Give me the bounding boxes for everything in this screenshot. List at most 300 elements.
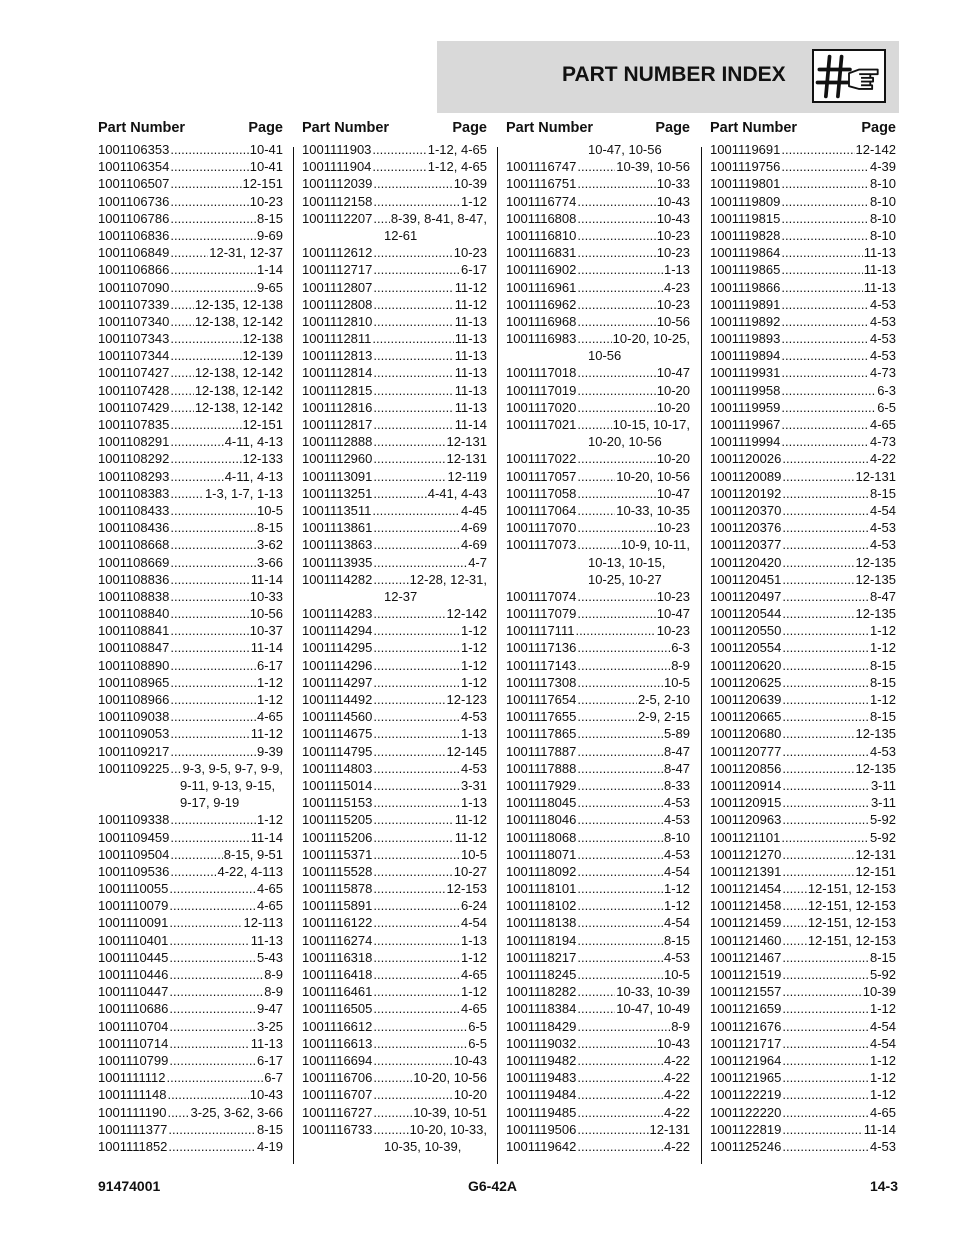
part-number: 1001108383 [98,485,170,501]
leader-dots [577,1052,663,1069]
page-reference: 4-65 [256,709,283,725]
page-reference: 4-22 [663,1138,690,1154]
leader-dots [577,244,655,261]
index-entry [506,1086,690,1103]
leader-dots [372,158,426,175]
index-entry [710,279,896,296]
leader-dots [577,193,655,210]
part-number: 1001106866 [98,262,170,278]
leader-dots [167,1104,189,1121]
leader-dots [373,949,460,966]
leader-dots [373,1086,452,1103]
page-reference-continuation: 10-35, 10-39, [384,1138,462,1154]
leader-dots [577,743,663,760]
index-entry [302,399,487,416]
part-number: 1001109038 [98,709,170,725]
part-number: 1001118092 [506,863,577,879]
page-reference: 8-15 [256,210,283,226]
index-entry [710,811,896,828]
part-number: 1001114296 [302,657,373,673]
page-reference: 4-22 [663,1052,690,1068]
leader-dots [170,244,208,261]
part-number: 1001108436 [98,520,170,536]
index-entry [506,330,690,347]
leader-dots [577,777,663,794]
leader-dots [781,399,876,416]
part-number: 1001116318 [302,949,373,965]
index-entry [98,468,283,485]
leader-dots [782,657,869,674]
page-reference-continuation: 12-61 [384,227,418,243]
index-entry [98,536,283,553]
part-number: 1001106354 [98,159,170,175]
part-number: 1001109053 [98,726,170,742]
index-entry [98,1086,283,1103]
index-entry [98,1069,283,1086]
page-reference: 12-151, 12-153 [807,915,896,931]
part-number: 1001117019 [506,382,577,398]
part-number: 1001117070 [506,520,577,536]
leader-dots [170,571,249,588]
part-number: 1001117655 [506,709,577,725]
column-divider [701,147,702,1164]
column-header [302,117,487,141]
part-number: 1001116808 [506,210,577,226]
page-reference: 6-5 [468,1018,487,1034]
page-reference: 8-15, 9-51 [223,846,283,862]
page-reference: 4-45 [460,502,487,518]
index-entry [710,1121,896,1138]
page-reference: 10-43 [656,193,690,209]
page-reference: 10-56 [656,313,690,329]
index-entry [98,914,283,931]
index-entry [506,880,690,897]
index-entry [710,777,896,794]
leader-dots [373,863,452,880]
index-entry [506,244,690,261]
index-entry [302,193,487,210]
index-entry [506,1121,690,1138]
index-entry [98,932,283,949]
leader-dots [781,829,869,846]
leader-dots [373,450,445,467]
page-reference: 10-47 [656,485,690,501]
leader-dots [781,227,869,244]
index-entry [710,691,896,708]
part-number: 1001116418 [302,967,373,982]
part-number: 1001116694 [302,1052,373,1068]
leader-dots [373,914,460,931]
page-reference: 10-20 [453,1087,487,1103]
part-number: 1001113935 [302,554,373,570]
part-number: 1001118101 [506,881,577,897]
part-number: 1001117929 [506,777,577,793]
index-entry [710,364,896,381]
index-entry [98,1035,283,1052]
part-number: 1001121965 [710,1070,782,1086]
page-reference: 4-53 [869,296,896,312]
index-entry [710,588,896,605]
part-number: 1001110447 [98,984,169,1000]
leader-dots [577,1086,663,1103]
page-reference-continuation: 12-37 [384,588,418,604]
leader-dots [373,399,453,416]
page-reference: 4-22 [663,1104,690,1120]
index-entry [302,1069,487,1086]
index-entry [506,227,690,244]
part-number: 1001112808 [302,296,373,312]
leader-dots [577,674,663,691]
leader-dots [372,141,426,158]
leader-dots [170,313,193,330]
part-number: 1001108836 [98,571,170,587]
part-number: 1001116707 [302,1087,373,1103]
leader-dots [781,193,869,210]
index-entry [506,588,690,605]
part-number: 1001119967 [710,417,781,432]
part-number: 1001119485 [506,1104,577,1120]
part-number: 1001110686 [98,1001,169,1017]
leader-dots [577,502,615,519]
part-number: 1001122219 [710,1087,782,1103]
index-entry [710,725,896,742]
leader-dots [170,193,248,210]
part-number: 1001117887 [506,743,577,759]
part-number: 1001114675 [302,726,373,742]
page-reference: 1-12 [663,898,690,914]
leader-dots [577,829,663,846]
part-number: 1001116505 [302,1001,373,1017]
part-number: 1001121717 [710,1035,782,1051]
index-entry [710,502,896,519]
index-entry [98,519,283,536]
leader-dots [373,485,426,502]
index-entry [506,193,690,210]
index-entry [506,296,690,313]
part-number: 1001108669 [98,554,170,570]
leader-dots [170,485,204,502]
index-entry [98,1000,283,1017]
part-number: 1001118045 [506,795,577,811]
part-number: 1001109459 [98,829,170,845]
index-entry [710,605,896,622]
page-reference: 10-23 [656,227,690,243]
index-entry [302,794,487,811]
leader-dots [782,880,806,897]
leader-dots [782,949,869,966]
index-entry [98,829,283,846]
part-number: 1001106736 [98,193,170,209]
page-reference: 6-5 [877,399,896,415]
part-number: 1001121270 [710,846,782,862]
page-reference: 12-119 [447,468,487,484]
index-rows [710,141,896,1155]
leader-dots [782,897,806,914]
index-entry [302,519,487,536]
leader-dots [169,932,249,949]
part-number: 1001111377 [98,1121,168,1137]
leader-dots [577,966,663,983]
page-reference: 9-47 [256,1001,283,1017]
leader-dots [373,725,460,742]
page-reference: 6-7 [264,1070,283,1086]
leader-dots [577,416,611,433]
page-reference: 9-69 [256,227,283,243]
index-entry [302,880,487,897]
part-number: 1001119642 [506,1138,577,1154]
part-number: 1001120376 [710,520,782,536]
index-entry [302,897,487,914]
leader-dots [373,1069,412,1086]
page-reference: 4-73 [869,365,896,381]
page-reference: 12-151, 12-153 [807,898,896,914]
index-entry [710,1086,896,1103]
index-entry [302,863,487,880]
leader-dots [781,158,869,175]
leader-dots [577,794,663,811]
page-reference: 8-9 [671,1018,690,1034]
leader-dots [782,708,869,725]
part-number: 1001117074 [506,588,577,604]
leader-dots [170,382,193,399]
part-number: 1001121557 [710,984,782,1000]
leader-dots [170,399,193,416]
page-reference: 4-53 [869,313,896,329]
page-reference: 1-12 [869,623,896,639]
leader-dots [782,588,869,605]
page-reference: 8-10 [663,829,690,845]
part-number: 1001116733 [302,1121,373,1137]
page-reference: 10-20 [656,382,690,398]
index-entry [302,639,487,656]
leader-dots [577,1069,663,1086]
part-number: 1001108890 [98,657,170,673]
part-number: 1001116122 [302,915,373,931]
part-number: 1001112811 [302,331,372,347]
index-entry [98,502,283,519]
leader-dots [373,571,408,588]
page-reference: 8-47 [663,760,690,776]
index-column-1 [98,117,283,1155]
footer-doc-number: 91474001 [98,1178,161,1194]
leader-dots [373,1121,408,1138]
page-reference: 11-13 [454,331,487,347]
leader-dots [781,382,876,399]
part-number: 1001108433 [98,502,170,518]
page-reference: 1-12 [256,812,283,828]
index-entry [710,743,896,760]
index-entry [710,193,896,210]
page-reference: 1-12 [460,674,487,690]
index-entry [506,382,690,399]
part-number: 1001119484 [506,1087,577,1103]
index-entry [710,674,896,691]
part-number: 1001112207 [302,210,373,226]
leader-dots [577,846,663,863]
part-number: 1001117018 [506,365,577,381]
leader-dots [169,1052,256,1069]
page-reference: 12-138, 12-142 [194,399,283,415]
page-reference: 9-39 [256,743,283,759]
index-entry [302,1052,487,1069]
leader-dots [373,468,446,485]
page-reference: 10-20 [656,451,690,467]
page-reference: 10-5 [460,846,487,862]
leader-dots [373,622,460,639]
index-entry [506,502,690,519]
leader-dots [782,1121,862,1138]
index-entry [98,811,283,828]
part-number: 1001119801 [710,176,781,192]
leader-dots [781,364,869,381]
index-entry [98,657,283,674]
leader-dots [170,296,193,313]
page-reference: 12-133 [242,451,283,467]
index-entry [710,639,896,656]
index-entry [710,175,896,192]
index-entry [710,210,896,227]
page-header: Page [452,120,487,136]
leader-dots [575,622,655,639]
part-number: 1001121659 [710,1001,782,1017]
part-number: 1001115878 [302,881,373,897]
page-reference: 5-89 [663,726,690,742]
part-number: 1001109504 [98,846,170,862]
index-entry [710,829,896,846]
index-entry [506,914,690,931]
page-reference: 4-22 [663,1070,690,1086]
page-reference: 11-13 [863,245,896,261]
page-reference: 11-14 [250,829,283,845]
part-number: 1001120550 [710,623,782,639]
page-reference: 10-33, 10-35 [616,502,690,518]
page-reference: 10-20 [656,399,690,415]
index-entry [98,863,283,880]
part-number: 1001122819 [710,1121,782,1137]
index-entry [98,313,283,330]
page-reference: 3-11 [870,795,896,811]
part-number: 1001114560 [302,709,373,725]
index-entry [506,863,690,880]
page-reference: 3-31 [460,777,487,793]
part-number: 1001115528 [302,863,373,879]
part-number: 1001117111 [506,623,575,639]
page-reference: 10-41 [249,142,283,157]
part-number: 1001110079 [98,898,169,914]
leader-dots [577,296,655,313]
index-entry [98,846,283,863]
column-header [710,117,896,141]
page-reference: 8-10 [869,193,896,209]
page-reference: 11-14 [863,1121,896,1137]
leader-dots [373,880,445,897]
index-entry [98,743,283,760]
page-reference: 1-12 [869,1087,896,1103]
index-entry [302,1000,487,1017]
leader-dots [781,433,869,450]
leader-dots [577,330,611,347]
index-entry [710,1104,896,1121]
leader-dots [782,1069,869,1086]
index-entry [98,330,283,347]
leader-dots [373,794,460,811]
index-entry [98,158,283,175]
index-entry [710,227,896,244]
leader-dots [170,141,248,158]
page-reference: 10-23 [656,520,690,536]
index-entry [506,725,690,742]
index-entry [302,416,487,433]
page-reference: 4-69 [460,537,487,553]
part-number: 1001120639 [710,692,782,707]
page-reference: 8-15 [256,1121,283,1137]
index-entry [506,175,690,192]
part-number: 1001119483 [506,1070,577,1086]
page-reference: 1-13 [460,726,487,742]
page-reference: 2-9, 2-15 [637,709,690,725]
part-number-header: Part Number [506,120,594,136]
part-number: 1001121519 [710,967,782,982]
part-number: 1001116612 [302,1018,373,1034]
index-entry [302,914,487,931]
index-entry [98,193,283,210]
leader-dots [373,382,453,399]
leader-dots [169,1018,256,1035]
part-number: 1001121676 [710,1018,782,1034]
leader-dots [781,210,869,227]
page-reference: 4-65 [256,898,283,914]
page-reference: 10-5 [663,967,690,982]
page-reference: 11-12 [454,296,487,312]
part-number: 1001119756 [710,159,781,175]
index-entry [302,313,487,330]
part-number: 1001116774 [506,193,577,209]
leader-dots [169,1000,256,1017]
part-number: 1001119506 [506,1121,577,1137]
page-reference: 1-12 [460,949,487,965]
page-reference: 1-12 [460,623,487,639]
page-reference: 4-19 [256,1138,283,1154]
index-entry [506,364,690,381]
index-entry [98,1121,283,1138]
index-entry [506,708,690,725]
leader-dots [781,313,869,330]
page-reference: 10-47 [656,365,690,381]
hash-pointing-hand-icon [812,49,886,103]
index-entry [710,330,896,347]
page-reference: 8-9 [264,967,283,982]
part-number: 1001118194 [506,932,577,948]
part-number: 1001119891 [710,296,781,312]
page-reference-continuation: 9-17, 9-19 [180,795,240,811]
page-reference: 1-13 [663,262,690,278]
leader-dots [782,1052,869,1069]
index-entry [98,588,283,605]
index-entry [506,897,690,914]
leader-dots [577,210,655,227]
page-reference: 4-23 [663,279,690,295]
part-number: 1001112817 [302,417,373,432]
page-reference: 4-53 [869,743,896,759]
part-number: 1001118217 [506,949,577,965]
page-reference: 6-3 [877,382,896,398]
column-divider [293,147,294,1164]
index-entry [302,141,487,158]
part-number: 1001113863 [302,537,373,553]
leader-dots [169,880,256,897]
index-entry [506,691,690,708]
page-reference: 6-24 [460,898,487,914]
